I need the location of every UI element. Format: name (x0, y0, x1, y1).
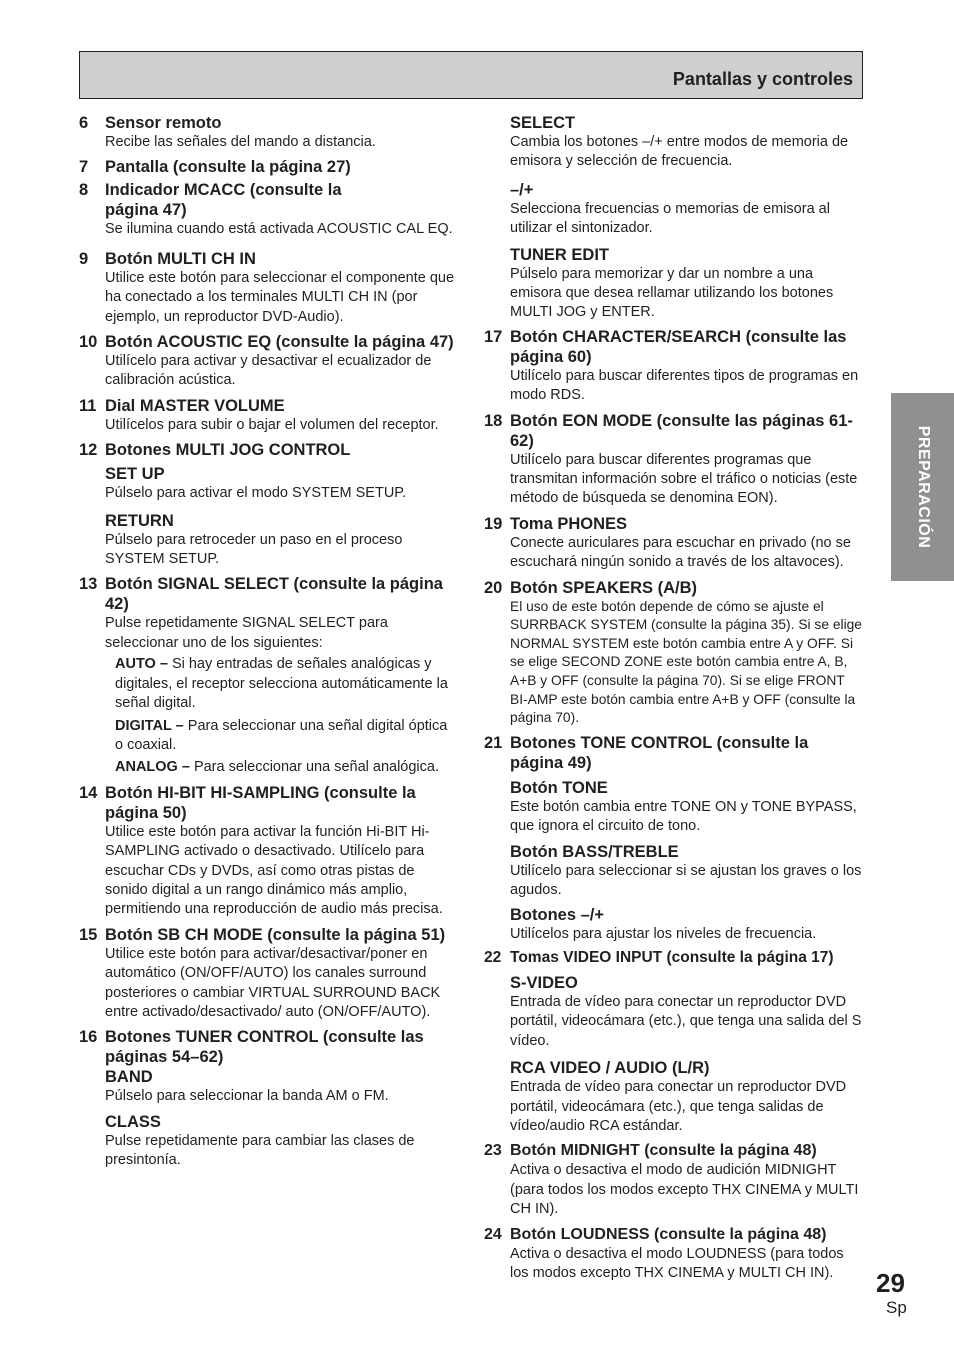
subentry-title: SET UP (105, 465, 165, 484)
entry-heading (79, 180, 345, 220)
entry-title: Dial MASTER VOLUME (105, 396, 285, 415)
entry-11 (79, 396, 459, 435)
entry-20 (484, 578, 862, 728)
entry-desc: Utilícelo para buscar diferentes tipos de programas en modo RDS. (510, 367, 859, 404)
entry-heading (484, 1141, 862, 1161)
section-side-tab-label: PREPARACIÓN (914, 425, 932, 549)
option-digital (79, 717, 459, 756)
entry-title: Botón MULTI CH IN (105, 249, 256, 268)
entry-heading (79, 249, 459, 269)
entry-desc: El uso de este botón depende de cómo se ajuste el SURRBACK SYSTEM (consulte la página 35). Si se elige NORMAL SYSTEM este botón cambia entre A y OFF. Si se elige SECOND ZONE este botón cambia entre A, B, A+B y OFF (consulte la página 70). Si se elige FRONT BI-AMP este botón cambia entre A+B y OFF (consulte la página 70). (510, 598, 862, 726)
subentry-desc: Cambia los botones –/+ entre modos de memoria de emisora y selección de frecuencia. (510, 134, 849, 170)
entry-6 (79, 113, 459, 152)
entry-desc: Recibe las señales del mando a distancia. (105, 134, 376, 150)
entry-15 (79, 925, 459, 1023)
entry-19 (484, 514, 862, 573)
option-text: Si hay entradas de señales analógicas y digitales, el receptor selecciona automáticamente la señal digital. (115, 656, 448, 712)
entry-heading (484, 327, 862, 367)
entry-number: 17 (484, 327, 503, 346)
entry-title: Toma PHONES (510, 514, 628, 533)
entry-title: Botón MIDNIGHT (consulte la página 48) (510, 1142, 817, 1160)
entry-desc: Utilice este botón para activar/desactivar/poner en automático (ON/OFF/AUTO) los canales surround posteriores o cambiar VIRTUAL SURROUND BACK entre activado/desactivado/ auto (ON/OFF/AUTO). (105, 945, 441, 1020)
entry-number: 20 (484, 578, 503, 597)
subentry-desc: Entrada de vídeo para conectar un reproductor DVD portátil, videocámara (etc.), que tenga una salida del S vídeo. (510, 993, 862, 1049)
entry-heading (484, 514, 862, 534)
subentry-desc: Púlselo para memorizar y dar un nombre a una emisora que desea rellamar utilizando los botones MULTI JOG y ENTER. (510, 265, 834, 321)
entry-22 (484, 948, 862, 1136)
entry-title: Pantalla (consulte la página 27) (105, 158, 351, 177)
entry-number: 7 (79, 158, 89, 177)
page-number: 29 (876, 1268, 905, 1298)
entry-heading (79, 925, 459, 945)
entry-title: Botón HI-BIT HI-SAMPLING (consulte la página 50) (105, 783, 416, 822)
option-label: AUTO – (115, 656, 168, 673)
entry-title: Tomas VIDEO INPUT (consulte la página 17) (510, 948, 834, 966)
entry-21 (484, 733, 862, 945)
entry-desc: Conecte auriculares para escuchar en privado (no se escuchará ningún sonido a través de los altavoces). (510, 534, 851, 571)
entry-title: Botones MULTI JOG CONTROL (105, 441, 351, 460)
subentry-title: TUNER EDIT (510, 245, 609, 264)
entry-heading (484, 578, 862, 598)
right-column (484, 113, 862, 1283)
entry-number: 10 (79, 333, 98, 352)
entry-title: Botón SB CH MODE (consulte la página 51) (105, 925, 446, 944)
entry-number: 22 (484, 948, 502, 966)
entry-number: 18 (484, 411, 503, 430)
entry-number: 8 (79, 181, 89, 200)
subentry-title: RCA VIDEO / AUDIO (L/R) (510, 1059, 710, 1078)
entry-desc: Activa o desactiva el modo LOUDNESS (para todos los modos excepto THX CINEMA y MULTI CH IN). (510, 1245, 844, 1281)
subentry-title: SELECT (510, 114, 576, 132)
entry-heading (79, 113, 459, 133)
entry-number: 11 (79, 396, 97, 415)
entry-title: Botón EON MODE (consulte las páginas 61-62) (510, 411, 853, 450)
entry-number: 15 (79, 925, 98, 944)
entry-title: Botón SIGNAL SELECT (consulte la página 42) (105, 575, 443, 614)
subentry-desc: Utilícelo para seleccionar si se ajustan los graves o los agudos. (510, 862, 862, 899)
page-header-title: Pantallas y controles (672, 69, 853, 89)
entry-number: 9 (79, 249, 89, 268)
option-label: ANALOG – (115, 759, 190, 776)
entry-heading (484, 411, 862, 451)
option-text: Para seleccionar una señal digital óptica o coaxial. (115, 717, 448, 753)
entry-number: 19 (484, 514, 503, 533)
entry-9 (79, 249, 459, 327)
entry-number: 14 (79, 783, 98, 802)
entry-heading (79, 1027, 459, 1067)
entry-number: 16 (79, 1028, 98, 1047)
option-auto (79, 655, 459, 713)
subentry-title: CLASS (105, 1112, 161, 1131)
entry-desc: Utilice este botón para seleccionar el componente que ha conectado a los terminales MULTI CH IN (por ejemplo, un reproductor DVD-Audio). (105, 269, 455, 325)
entry-desc: Utilícelos para subir o bajar el volumen del receptor. (105, 416, 439, 433)
subentry-title: RETURN (105, 511, 174, 530)
option-analog (79, 758, 459, 777)
subentry-title: –/+ (510, 180, 534, 199)
header-bar (79, 51, 863, 99)
entry-8 (79, 180, 459, 239)
entry-heading (484, 948, 862, 968)
subentry-desc: Púlselo para seleccionar la banda AM o FM. (105, 1088, 389, 1105)
entry-16 (79, 1027, 459, 1170)
page-language: Sp (886, 1298, 907, 1317)
entry-title: Botón SPEAKERS (A/B) (510, 578, 697, 597)
entry-heading (484, 733, 862, 773)
entry-heading (79, 332, 459, 352)
option-text: Para seleccionar una señal analógica. (189, 759, 439, 776)
left-column (79, 113, 459, 1171)
entry-desc: Utilice este botón para activar la función Hi-BIT Hi-SAMPLING activado o desactivado. Utilícelo para escuchar CDs y DVDs, así como otras pistas de sonido digital a un rango dinámico más amplio, permitiendo una reproducción de audio más precisa. (105, 823, 443, 918)
entry-heading (79, 783, 459, 823)
subentry-desc: Púlselo para retroceder un paso en el proceso SYSTEM SETUP. (105, 531, 403, 568)
entry-number: 12 (79, 441, 98, 460)
entry-number: 13 (79, 575, 98, 594)
entry-number: 24 (484, 1225, 502, 1243)
subentry-desc: Púlselo para activar el modo SYSTEM SETUP. (105, 485, 407, 502)
entry-desc: Utilícelo para activar y desactivar el ecualizador de calibración acústica. (105, 353, 432, 389)
subentry-desc: Entrada de vídeo para conectar un reproductor DVD portátil, videocámara (etc.), que tenga salidas de vídeo/audio RCA estándar. (510, 1079, 847, 1134)
entry-title: Botón ACOUSTIC EQ (consulte la página 47) (105, 333, 454, 352)
subentry-title: S-VIDEO (510, 973, 578, 992)
entry-desc: Se ilumina cuando está activada ACOUSTIC CAL EQ. (105, 221, 453, 238)
entry-heading (79, 396, 459, 416)
subentry-title: Botones –/+ (510, 906, 604, 925)
entry-title: Botón CHARACTER/SEARCH (consulte las página 60) (510, 327, 847, 366)
entry-number: 21 (484, 733, 503, 752)
entry-title: Indicador MCACC (consulte la página 47) (105, 181, 342, 220)
subentry-title: BAND (105, 1068, 153, 1087)
subentry-title: Botón TONE (510, 778, 608, 797)
entry-title: Sensor remoto (105, 114, 222, 132)
entry-18 (484, 411, 862, 509)
entry-heading (79, 574, 459, 614)
subentry-title: Botón BASS/TREBLE (510, 842, 679, 861)
subentry-desc: Pulse repetidamente para cambiar las clases de presintonía. (105, 1132, 415, 1169)
entry-10 (79, 332, 459, 391)
entry-desc: Pulse repetidamente SIGNAL SELECT para seleccionar uno de los siguientes: (105, 615, 388, 651)
entry-23 (484, 1141, 862, 1219)
entry-title: Botones TUNER CONTROL (consulte las páginas 54–62) (105, 1028, 424, 1067)
entry-13 (79, 574, 459, 777)
option-label: DIGITAL – (115, 717, 184, 734)
entry-heading (79, 157, 459, 177)
entry-17 (484, 327, 862, 406)
subentry-desc: Este botón cambia entre TONE ON y TONE BYPASS, que ignora el circuito de tono. (510, 798, 857, 835)
entry-desc: Activa o desactiva el modo de audición MIDNIGHT (para todos los modos excepto THX CINEMA y MULTI CH IN). (510, 1162, 859, 1218)
entry-number: 23 (484, 1142, 502, 1160)
entry-12 (79, 440, 459, 569)
entry-heading (484, 1225, 862, 1245)
entry-title: Botones TONE CONTROL (consulte la página 49) (510, 733, 809, 772)
section-side-tab (891, 393, 954, 581)
entry-7 (79, 157, 459, 177)
entry-24 (484, 1225, 862, 1284)
entry-heading (79, 440, 459, 460)
entry-14 (79, 783, 459, 920)
entry-title: Botón LOUDNESS (consulte la página 48) (510, 1225, 827, 1243)
entry-number: 6 (79, 114, 89, 132)
subentry-desc: Utilícelos para ajustar los niveles de frecuencia. (510, 926, 817, 943)
subentry-desc: Selecciona frecuencias o memorias de emisora al utilizar el sintonizador. (510, 200, 830, 237)
entry-desc: Utilícelo para buscar diferentes programas que transmitan información sobre el tráfico o noticias (este método de búsqueda se denomina EON). (510, 451, 858, 507)
